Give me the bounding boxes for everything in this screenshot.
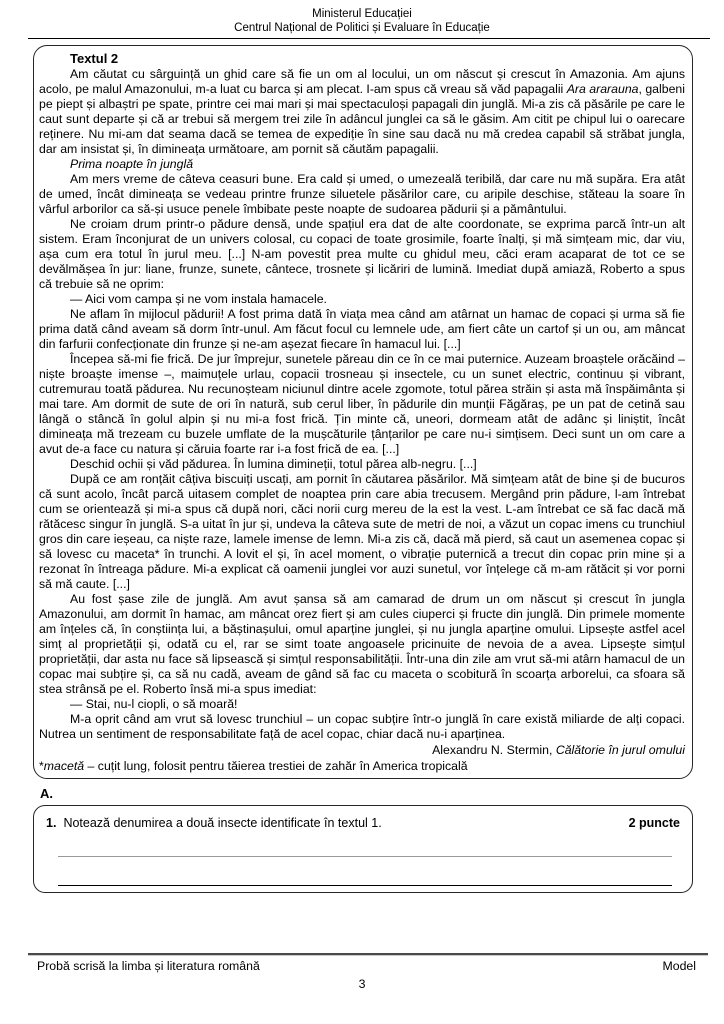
- question-1-points-badge: 2 puncte: [628, 816, 680, 830]
- page-footer: [0, 953, 724, 991]
- paragraph-2: Am mers vreme de câteva ceasuri bune. Era cald și umed, o umezeală teribilă, dar care nu mă supăra. Era atât de umed, încât dimineața se vedeau printre frunze siluetele păsărilor care, cu aripile deschise, stăteau la soare în vârful arborilor ca să-și usuce penele îmbibate peste noapte de sudoarea pădurii și a pământului.: [39, 172, 685, 216]
- footer-row: [37, 959, 696, 974]
- paragraph-4: Ne aflam în mijlocul pădurii! A fost prima dată în viața mea când am atârnat un hamac de copaci și urma să fie prima dată când aveam să dorm într-unul. Am făcut focul cu lemnele ude, am fiert câte un cartof și un ou, am mâncat din farfurii confecționate din frunze și ne-am așezat fiecare în hamacul lui. [...]: [39, 307, 685, 351]
- text2-box: [33, 45, 693, 779]
- attribution: [39, 743, 685, 758]
- paragraph-3: Ne croiam drum printr-o pădure densă, unde spațiul era dat de alte coordonate, se exprima parcă într-un alt sistem. Eram înconjurat de un univers colosal, cu copaci de toate grosimile, foarte înalți, și mă simțeam mic, dar viu, așa cum era totul în jurul meu. [...] N-am povestit prea multe cu ghidul meu, căci eram acaparat de tot ce se devălmășea în jur: liane, frunze, sunete, cântece, trosnete și licăriri de lumină. Imediat după amiază, Roberto a spus că trebuie să ne oprim:: [39, 217, 685, 291]
- paragraph-7: După ce am ronțăit câțiva biscuiți uscați, am pornit în căutarea păsărilor. Mă simțeam atât de bine și de bucuros că sunt acolo, încât parcă uitasem complet de noaptea prin care abia trecusem. Mergând prin pădure, l-am întrebat cum se orientează și mi-a spus că după nori, căci norii curg mereu de la est la vest. L-am întrebat ce să fac dacă mă rătăcesc singur în junglă. S-a uitat în jur și, undeva la câteva sute de metri de noi, a văzut un copac imens cu trunchiul gros din care ieșeau, ca niște raze, lamele imense de lemn. Mi-a zis că, dacă mă pierd, să caut un asemenea copac și să lovesc cu maceta* în trunchi. A lovit el și, în acel moment, o vibrație puternică a trecut din copac prin mine și a rezonat în întreaga pădure. Mi-a explicat că oamenii junglei vor auzi sunetul, vor înțelege că m-am rătăcit și vor porni să mă caute. [...]: [39, 472, 685, 591]
- paragraph-1-text: Am căutat cu sârguință un ghid care să fie un om al locului, un om născut și crescut în Amazonia. Am ajuns acolo, pe malul Amazonului, m-a luat cu barca și am plecat. I-am spus că vreau să văd papagalii: [39, 67, 685, 96]
- paragraph-1-text-cont: , galbeni pe piept și albaștri pe spate, printre cei mai mari și mai spectaculoși papagali din junglă. Mi-a zis că păsările pe care le caut sunt departe și că ar trebui să mergem trei zile în adâncul junglei ca să le găsim. Am citit pe chipul lui o oarecare reținere. Nu mi-am dat seama dacă se temea de expediție în sine sau dacă nu mă credea capabil să străbat jungla, dar am insistat și, în dimineața următoare, am pornit să căutăm papagalii.: [39, 82, 685, 156]
- footnote-marker: *: [39, 759, 44, 773]
- page-number: 3: [358, 977, 366, 991]
- paragraph-5: Începea să-mi fie frică. De jur împrejur, sunetele păreau din ce în ce mai puternice. Auzeam broaștele orăcăind – niște broaște imense –, maimuțele urlau, copacii trosneau și insectele, cu un sunet electric, continuu și vibrant, cutremurau toată pădurea. Nu recunoșteam niciunul dintre acele zgomote, totul părea străin și asta mă înspăimânta și mai tare. Am dormit de sute de ori în natură, sub cerul liber, în pădurile din munții Făgăraș, pe un pat de cetină sau lângă o stâncă în golul alpin și nu mi-a fost frică. Țin minte că, uneori, dormeam atât de adânc și liniștit, încât dimineața mă trezeam cu buzele umflate de la mușcăturile țânțarilor pe care nu-i simțisem. Deci sunt un om care a avut de-a face cu natura și căruia foarte rar i-a fost frică de ea. [...]: [39, 352, 685, 456]
- section-a-label: A.: [40, 786, 53, 801]
- dialogue-line-1: — Aici vom campa și ne vom instala hamacele.: [70, 292, 327, 306]
- ministry-title: Ministerul Educației: [312, 8, 412, 20]
- document-header: [0, 0, 724, 35]
- text2-title: Textul 2: [70, 51, 119, 66]
- dialogue-line-2: — Stai, nu-l ciopli, o să moară!: [70, 697, 238, 711]
- answer-line-2[interactable]: [58, 885, 672, 886]
- author-name: Alexandru N. Stermin,: [432, 743, 556, 757]
- question-1-number: 1.: [46, 816, 57, 830]
- section-subtitle: Prima noapte în junglă: [70, 157, 194, 171]
- header-divider: [28, 38, 710, 39]
- answer-line-1[interactable]: [58, 856, 672, 857]
- question-1-row: [46, 816, 680, 831]
- footnote-definition: – cuțit lung, folosit pentru tăierea trestiei de zahăr în America tropicală: [84, 759, 468, 773]
- footer-model-label: Model: [662, 959, 696, 973]
- paragraph-1: [39, 67, 685, 157]
- footnote-term-italic: macetă: [43, 759, 85, 773]
- question-1-box: [33, 805, 693, 893]
- evaluation-center-title: Centrul Național de Politici și Evaluare în Educație: [234, 22, 490, 34]
- species-name-italic: Ara ararauna: [566, 82, 639, 96]
- question-1-text: Notează denumirea a două insecte identificate în textul 1.: [63, 816, 382, 830]
- footer-divider: [28, 953, 708, 956]
- paragraph-8: Au fost șase zile de junglă. Am avut șansa să am camarad de drum un om născut și crescut în jungla Amazonului, am dormit în hamac, am mâncat orez fiert și am cules ciuperci și fructe din junglă. Din primele momente am înțeles că, în conștiința lui, a băștinașului, omul aparține junglei, și nu jungla aparține omului. Lipsește astfel acel simț al proprietății și, odată cu el, rar se simt toate angoasele pricinuite de nevoia de a avea. Lipsește simțul proprietății, dar asta nu face să lipsească și simțul responsabilității. Într-una din zile am vrut să-mi atârn hamacul de un copac mai subțire și, ca să nu cadă, aveam de gând să fac cu maceta o scobitură în scoarța arborelui, ca sfoara să stea strânsă pe el. Roberto însă mi-a spus imediat:: [39, 592, 685, 696]
- footnote: [39, 759, 685, 774]
- paragraph-9: M-a oprit când am vrut să lovesc trunchiul – un copac subțire într-o junglă în care există miliarde de alți copaci. Nutrea un sentiment de responsabilitate față de acel copac, chiar dacă nu-i aparținea.: [39, 712, 685, 741]
- footer-exam-name: Probă scrisă la limba și literatura română: [37, 959, 260, 973]
- work-title-italic: Călătorie în jurul omului: [555, 743, 685, 757]
- paragraph-6: Deschid ochii și văd pădurea. În lumina dimineții, totul părea alb-negru. [...]: [70, 457, 477, 471]
